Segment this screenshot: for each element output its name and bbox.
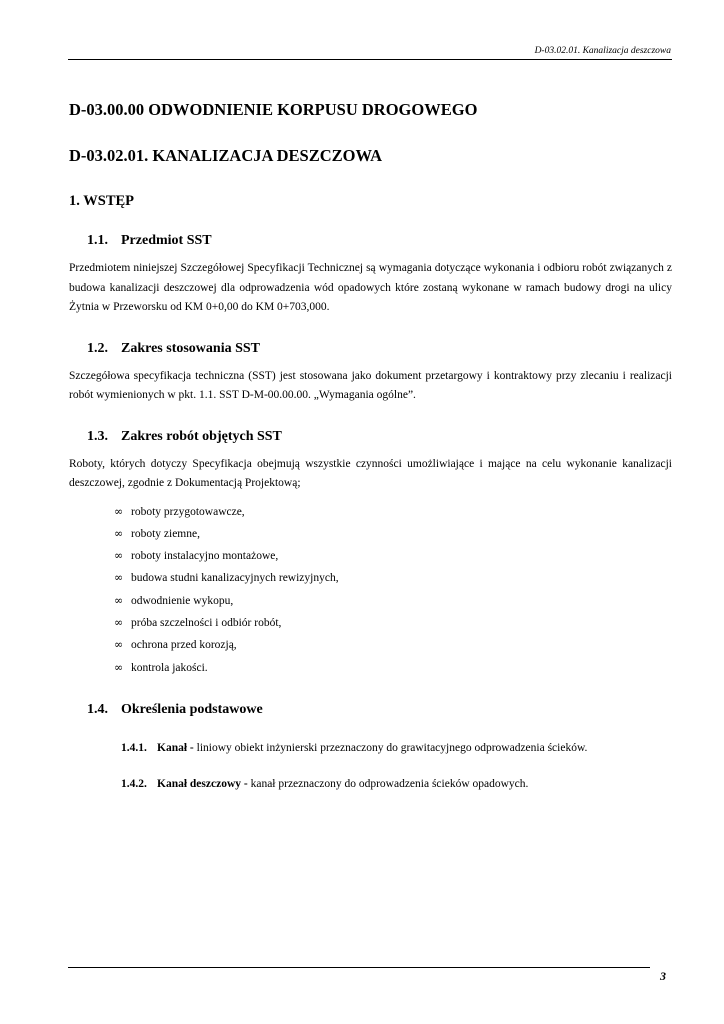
list-item-text: ochrona przed korozją,: [131, 639, 237, 652]
header-divider: [68, 59, 672, 60]
subsection-number: 1.3.: [87, 428, 108, 444]
subsection-title: Zakres stosowania SST: [121, 340, 261, 356]
page-content: [69, 100, 672, 793]
subsection-number: 1.2.: [87, 340, 108, 356]
definition-term: Kanał deszczowy -: [157, 777, 248, 790]
list-item-text: roboty instalacyjno montażowe,: [131, 550, 279, 563]
sub-title: D-03.02.01. KANALIZACJA DESZCZOWA: [69, 146, 383, 165]
subsection-title: Określenia podstawowe: [121, 701, 263, 717]
list-item-text: budowa studni kanalizacyjnych rewizyjnych,: [131, 572, 339, 585]
infinity-bullet-icon: ∞: [114, 571, 124, 585]
definition-number: 1.4.1.: [121, 741, 147, 754]
subsection-title: Zakres robót objętych SST: [121, 428, 282, 444]
infinity-bullet-icon: ∞: [114, 638, 124, 652]
subsection-title: Przedmiot SST: [121, 233, 212, 248]
list-item: [114, 590, 672, 612]
infinity-bullet-icon: ∞: [114, 549, 124, 563]
list-item-text: roboty przygotowawcze,: [131, 505, 245, 518]
definition-text: liniowy obiekt inżynierski przeznaczony do grawitacyjnego odprowadzenia ścieków.: [193, 741, 588, 754]
list-item: [114, 501, 672, 523]
infinity-bullet-icon: ∞: [114, 660, 124, 674]
works-list: [69, 501, 672, 679]
section-heading-1: [69, 192, 672, 210]
definition-number: 1.4.2.: [121, 777, 147, 790]
list-item-text: próba szczelności i odbiór robót,: [131, 616, 282, 629]
infinity-bullet-icon: ∞: [114, 504, 124, 518]
page-number: 3: [660, 969, 666, 983]
subsection-heading-1-4: [87, 701, 672, 719]
infinity-bullet-icon: ∞: [114, 526, 124, 540]
subsection-heading-1-3: [87, 428, 672, 446]
list-item: [114, 657, 672, 679]
footer-divider: [68, 967, 650, 968]
subsection-heading-1-1: [87, 232, 672, 250]
definition-text: kanał przeznaczony do odprowadzenia ścieków opadowych.: [247, 777, 529, 790]
subsection-number: 1.1.: [87, 233, 108, 248]
running-header: D-03.02.01. Kanalizacja deszczowa: [534, 46, 671, 56]
infinity-bullet-icon: ∞: [114, 593, 124, 607]
section-title: WSTĘP: [83, 193, 135, 209]
list-item-text: roboty ziemne,: [131, 527, 200, 540]
list-item: [114, 634, 672, 656]
list-item: [114, 567, 672, 589]
subsection-number: 1.4.: [87, 701, 108, 717]
paragraph-works: Roboty, których dotyczy Specyfikacja obejmują wszystkie czynności umożliwiające i mające na celu wykonanie kanalizacji deszczowej, zgodnie z Dokumentacją Projektową;: [69, 457, 672, 489]
paragraph-scope: Szczegółowa specyfikacja techniczna (SST) jest stosowana jako dokument przetargowy i kontraktowy przy zlecaniu i realizacji robót wymienionych w pkt. 1.1. SST D-M-00.00.00. „Wymagania ogólne”.: [69, 369, 672, 401]
subsection-heading-1-2: [87, 340, 672, 358]
list-item: [114, 523, 672, 545]
list-item-text: odwodnienie wykopu,: [131, 594, 234, 607]
definition-term: Kanał -: [157, 741, 194, 754]
paragraph-subject: Przedmiotem niniejszej Szczegółowej Specyfikacji Technicznej są wymagania dotyczące wykonania i odbioru robót związanych z budowa kanalizacji deszczowej dla odprowadzenia wód opadowych które zostaną wykonane w ramach budowy drogi na ulicy Żytnia w Przeworsku od KM 0+0,00 do KM 0+703,000.: [69, 262, 672, 313]
definition-channel: [121, 739, 672, 757]
list-item: [114, 612, 672, 634]
infinity-bullet-icon: ∞: [114, 615, 124, 629]
main-title: D-03.00.00 ODWODNIENIE KORPUSU DROGOWEGO: [69, 100, 478, 119]
section-number: 1.: [69, 193, 80, 209]
definition-storm-channel: [121, 775, 672, 793]
list-item: [114, 545, 672, 567]
list-item-text: kontrola jakości.: [131, 661, 208, 674]
